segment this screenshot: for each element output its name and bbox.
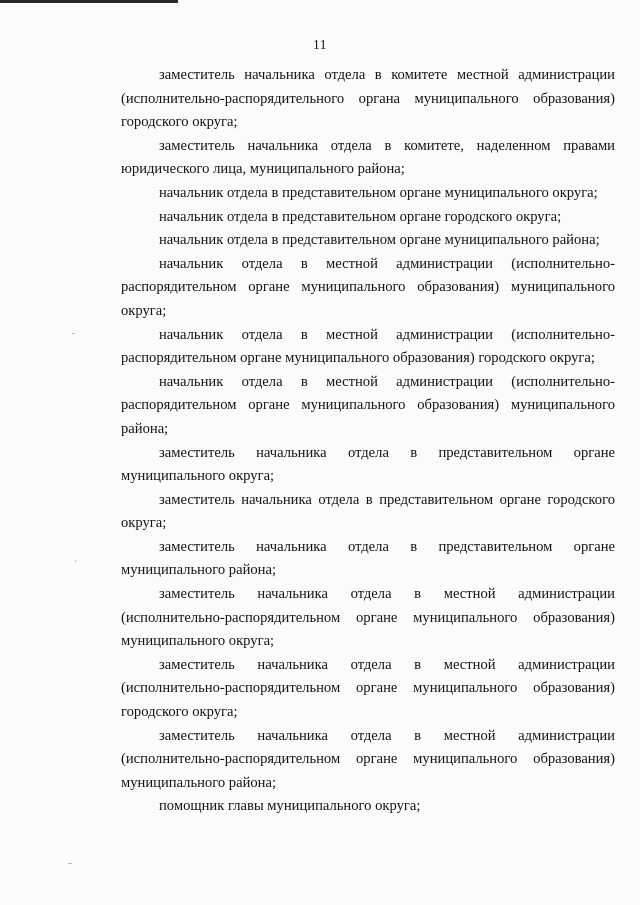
paragraph: заместитель начальника отдела в представительном органе муниципального района; bbox=[121, 538, 615, 579]
page-number: 11 bbox=[313, 37, 327, 52]
paragraph: начальник отдела в местной администрации (исполнительно-распорядительном органе муниципального образования) городского округа; bbox=[121, 326, 615, 367]
paragraph: заместитель начальника отдела в представительном органе муниципального округа; bbox=[121, 444, 615, 485]
paragraph: начальник отдела в местной администрации (исполнительно-распорядительном органе муниципального образования) муниципального района; bbox=[121, 373, 615, 437]
top-edge-rule bbox=[0, 0, 178, 3]
paragraph: заместитель начальника отдела в местной администрации (исполнительно-распорядительном органе муниципального образования) городского округа; bbox=[121, 656, 615, 721]
paragraph: помощник главы муниципального округа; bbox=[159, 798, 421, 815]
document-body bbox=[121, 64, 615, 819]
scan-speck bbox=[72, 333, 75, 334]
scan-speck bbox=[68, 863, 72, 864]
paragraph: начальник отдела в представительном органе муниципального района; bbox=[159, 232, 600, 249]
paragraph: заместитель начальника отдела в комитете, наделенном правами юридического лица, муниципального района; bbox=[121, 137, 615, 178]
paragraph: заместитель начальника отдела в представительном органе городского округа; bbox=[121, 491, 615, 532]
paragraph: начальник отдела в представительном органе муниципального округа; bbox=[159, 184, 598, 201]
paragraph: заместитель начальника отдела в местной администрации (исполнительно-распорядительном органе муниципального образования) муниципального округа; bbox=[121, 586, 615, 650]
paragraph: начальник отдела в местной администрации (исполнительно-распорядительном органе муниципального образования) муниципального округа; bbox=[121, 255, 615, 319]
paragraph: заместитель начальника отдела в местной администрации (исполнительно-распорядительном органе муниципального образования) муниципального района; bbox=[121, 727, 615, 791]
paragraph: заместитель начальника отдела в комитете местной администрации (исполнительно-распорядительного органа муниципального образования) городского округа; bbox=[121, 67, 615, 131]
paragraph: начальник отдела в представительном органе городского округа; bbox=[159, 208, 562, 225]
scan-speck bbox=[75, 560, 76, 562]
